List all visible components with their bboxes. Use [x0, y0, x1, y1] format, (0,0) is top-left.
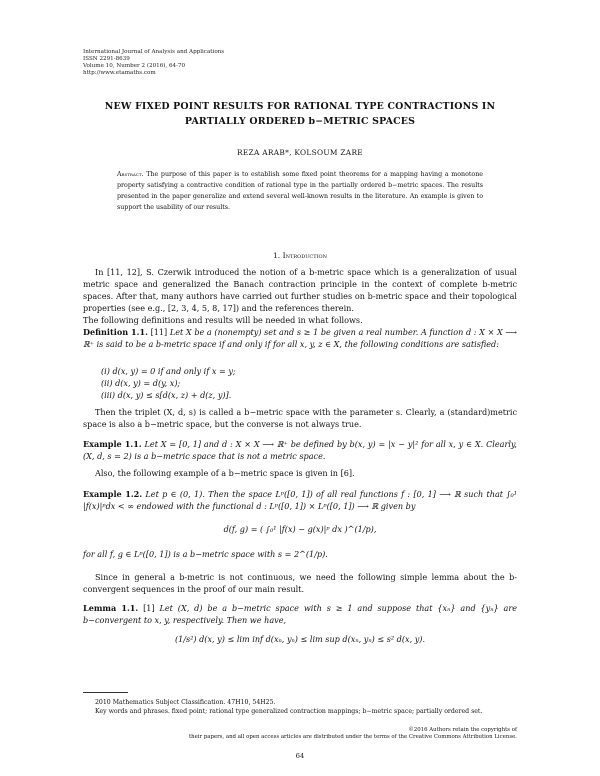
footnote-msc: 2010 Mathematics Subject Classification. 47H10, 54H25. [95, 699, 276, 706]
abstract [117, 169, 483, 213]
definition-text: Let X be a (nonempty) set and s ≥ 1 be given a real number. A function d : X × X ⟶ ℝ⁺ is said to be a b-metric space if and only if for all x, y, z ∈ X, the following conditions are satisfied: [83, 327, 518, 349]
lemma-cite: [1] [143, 603, 155, 613]
page-number: 64 [295, 752, 305, 760]
example-2-label: Example 1.2. [83, 489, 143, 499]
intro-followup: The following definitions and results will be needed in what follows. [83, 315, 363, 325]
footnotes [83, 698, 517, 716]
condition-item: (i) d(x, y) = 0 if and only if x = y; [101, 366, 236, 376]
definition-block [83, 326, 517, 350]
journal-header [83, 49, 224, 77]
lemma-block [83, 602, 517, 626]
definition-cite: [11] [150, 327, 168, 337]
since-paragraph: Since in general a b-metric is not continuous, we need the following simple lemma about the b-convergent sequences in the proof of our main result. [83, 572, 517, 594]
journal-volume: Volume 10, Number 2 (2016), 64-70 [83, 63, 186, 69]
example-1-text: Let X = [0, 1] and d : X × X ⟶ ℝ⁺ be defined by b(x, y) = |x − y|² for all x, y ∈ X. Clearly, (X, d, s = 2) is a b−metric space that is not a metric space. [83, 439, 518, 461]
journal-name: International Journal of Analysis and Applications [83, 49, 225, 55]
example-2-block [83, 488, 517, 512]
equation-dfg: d(f, g) = ( ∫₀¹ |f(x) − g(x)|ᵖ dx )^(1/p), [223, 524, 377, 534]
intro-text: In [11, 12], S. Czerwik introduced the notion of a b-metric space which is a generalization of usual metric space and generalized the Banach contraction principle in the context of complete b-metric spaces. After that, many authors have carried out further studies on b-metric space and their topological properties (see e.g., [2, 3, 4, 5, 8, 17]) and the references therein. [83, 267, 517, 313]
copyright-notice [100, 727, 517, 741]
condition-item: (ii) d(x, y) = d(y, x); [101, 378, 181, 388]
section-heading [60, 251, 540, 260]
abstract-label: Abstract. [117, 171, 144, 178]
equation-lemma: (1/s²) d(x, y) ≤ lim inf d(xₙ, yₙ) ≤ lim sup d(xₙ, yₙ) ≤ s² d(x, y). [174, 634, 426, 644]
footnote-keywords: Key words and phrases. fixed point; rational type generalized contraction mappings; b−metric space; partially ordered set. [95, 708, 483, 715]
title-line-1: NEW FIXED POINT RESULTS FOR RATIONAL TYPE CONTRACTIONS IN [104, 101, 496, 112]
example-1-label: Example 1.1. [83, 439, 142, 449]
section-number: 1. [272, 251, 281, 260]
paper-title [60, 99, 540, 129]
example-2-text: Let p ∈ (0, 1). Then the space Lᵖ([0, 1]) of all real functions f : [0, 1] ⟶ ℝ such that ∫₀¹ |f(x)|ᵖdx < ∞ endowed with the functional d : Lᵖ([0, 1]) × Lᵖ([0, 1]) ⟶ ℝ given by [83, 489, 518, 511]
copyright-line-2: their papers, and all open access articles are distributed under the terms of the Creative Commons Attribution License. [188, 734, 517, 740]
lemma-text: Let (X, d) be a b−metric space with s ≥ 1 and suppose that {xₙ} and {yₙ} are b−convergent to x, y, respectively. Then we have, [83, 603, 518, 625]
title-line-2: PARTIALLY ORDERED b−METRIC SPACES [184, 116, 416, 127]
definition-after: Then the triplet (X, d, s) is called a b−metric space with the parameter s. Clearly, a (standard)metric space is also a b−metric space, but the converse is not always true. [83, 407, 517, 429]
definition-label: Definition 1.1. [83, 327, 148, 337]
section-title: Introduction [282, 251, 328, 260]
copyright-line-1: ©2016 Authors retain the copyrights of [408, 727, 517, 733]
example-1-block [83, 438, 517, 479]
authors: REZA ARAB*, KOLSOUM ZARE [236, 148, 364, 157]
abstract-text: The purpose of this paper is to establish some fixed point theorems for a mapping having a monotone property satisfying a contractive condition of rational type in the partially ordered b−metric spaces. The results presented in the paper generalize and extend several well-known results in the literature. An example is given to support the usability of our results. [117, 171, 483, 211]
intro-paragraph [83, 266, 517, 326]
condition-item: (iii) d(x, y) ≤ s[d(x, z) + d(z, y)]. [101, 390, 232, 400]
journal-issn: ISSN 2291-8639 [83, 56, 130, 62]
journal-url[interactable]: http://www.etamaths.com [83, 70, 156, 76]
lemma-label: Lemma 1.1. [83, 603, 139, 613]
definition-conditions [101, 365, 236, 401]
example-1-after: Also, the following example of a b−metric space is given in [6]. [95, 468, 355, 478]
footnote-rule [83, 692, 128, 693]
example-2-after: for all f, g ∈ Lᵖ([0, 1]) is a b−metric space with s = 2^(1/p). [83, 549, 328, 559]
